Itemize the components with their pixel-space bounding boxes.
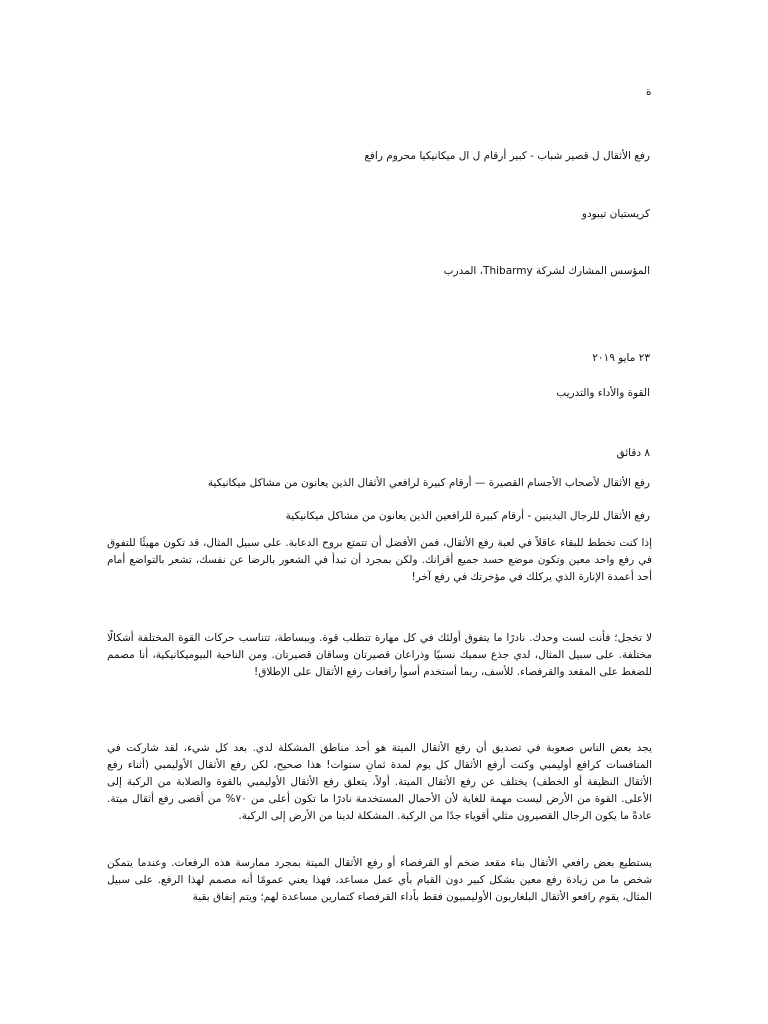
- paragraph-1: [107, 535, 652, 586]
- subtitle-2: رفع الأثقال للرجال البدينين - أرقام كبيرة للرافعين الذين يعانون من مشاكل ميكانيكية: [285, 510, 650, 522]
- paragraph-2: [107, 630, 652, 681]
- paragraph-3: [107, 740, 652, 825]
- read-time: ٨ دقائق: [616, 447, 650, 459]
- document-title: رفع الأثقال ل قصير شباب - كبير أرقام ل ال ميكانيكيا محروم رافع: [364, 150, 650, 162]
- paragraph-text: يجد بعض الناس صعوبة في تصديق أن رفع الأثقال الميتة هو أحد مناطق المشكلة لدي. بعد كل شيء، لقد شاركت في المنافسات كرافع أوليمبي وكنت أرفع الأثقال كل يوم لمدة ثمانِ سنوات! هذا صحيح، لكن رفع الأثقال الأوليمبي (أثناء رفع الأثقال النظيفة أو الخطف) يختلف عن رفع الأثقال الميتة. أولاً، يتعلق رفع الأثقال الأوليمبي بالقوة والصلابة من الركبة إلى الأعلى. القوة من الأرض ليست مهمة للغاية لأن الأحمال المستخدمة نادرًا ما تكون أعلى من ٧٠% من أقصى رفع أثقال ميتة. عادةً ما يكون الرجال القصيرون مثلي أقوياء جدًا من الركبة. المشكلة لدينا من الأرض إلى الركبة.: [107, 742, 652, 822]
- paragraph-4: [107, 855, 652, 906]
- publish-date: ٢٣ مايو ٢٠١٩: [592, 352, 650, 364]
- category: القوة والأداء والتدريب: [556, 387, 650, 399]
- paragraph-text: إذا كنت تخطط للبقاء عاقلاً في لعبة رفع الأثقال، فمن الأفضل أن تتمتع بروح الدعابة. على سبيل المثال، قد تكون مهيئًا للتفوق في رفع واحد معين وتكون موضع حسد جميع أقرانك. ولكن بمجرد أن تبدأ في الشعور بالرضا عن نفسك، تشعر بالتواضع أمام أحد أعمدة الإنارة الذي يركلك في مؤخرتك في رفع آخر!: [107, 537, 652, 583]
- paragraph-text: يستطيع بعض رافعي الأثقال بناء مقعد ضخم أو القرفصاء أو رفع الأثقال الميتة بمجرد ممارسة هذه الرفعات. وعندما يتمكن شخص ما من زيادة رفع معين بشكل كبير دون القيام بأي عمل مساعد، فهذا يعني عمومًا أنه مصمم لهذا الرفع. على سبيل المثال، يقوم رافعو الأثقال البلغاريون الأوليمبيون فقط بأداء القرفصاء كتمارين مساعدة لهم؛ ويتم إنفاق بقية: [107, 857, 652, 903]
- subtitle-1: رفع الأثقال لأصحاب الأجسام القصيرة — أرقام كبيرة لرافعي الأثقال الذين يعانون من مشاكل ميكانيكية: [207, 477, 650, 489]
- corner-mark: ة: [646, 86, 652, 98]
- author-name: كريستيان تيبودو: [581, 208, 650, 220]
- author-role: المؤسس المشارك لشركة Thibarmy، المدرب: [443, 265, 650, 277]
- paragraph-text: لا تخجل؛ فأنت لست وحدك. نادرًا ما يتفوق أولئك في كل مهارة تتطلب قوة. وببساطة، تتناسب حركات القوة المختلفة أشكالًا مختلفة. على سبيل المثال، لدي جذع سميك نسبيًا وذراعان قصيرتان وساقان قصيرتان. ومن الناحية البيوميكانيكية، أنا مصمم للضغط على المقعد والقرفصاء. للأسف، ربما أستخدم أسوأ رافعات رفع الأثقال على الإطلاق!: [107, 632, 652, 678]
